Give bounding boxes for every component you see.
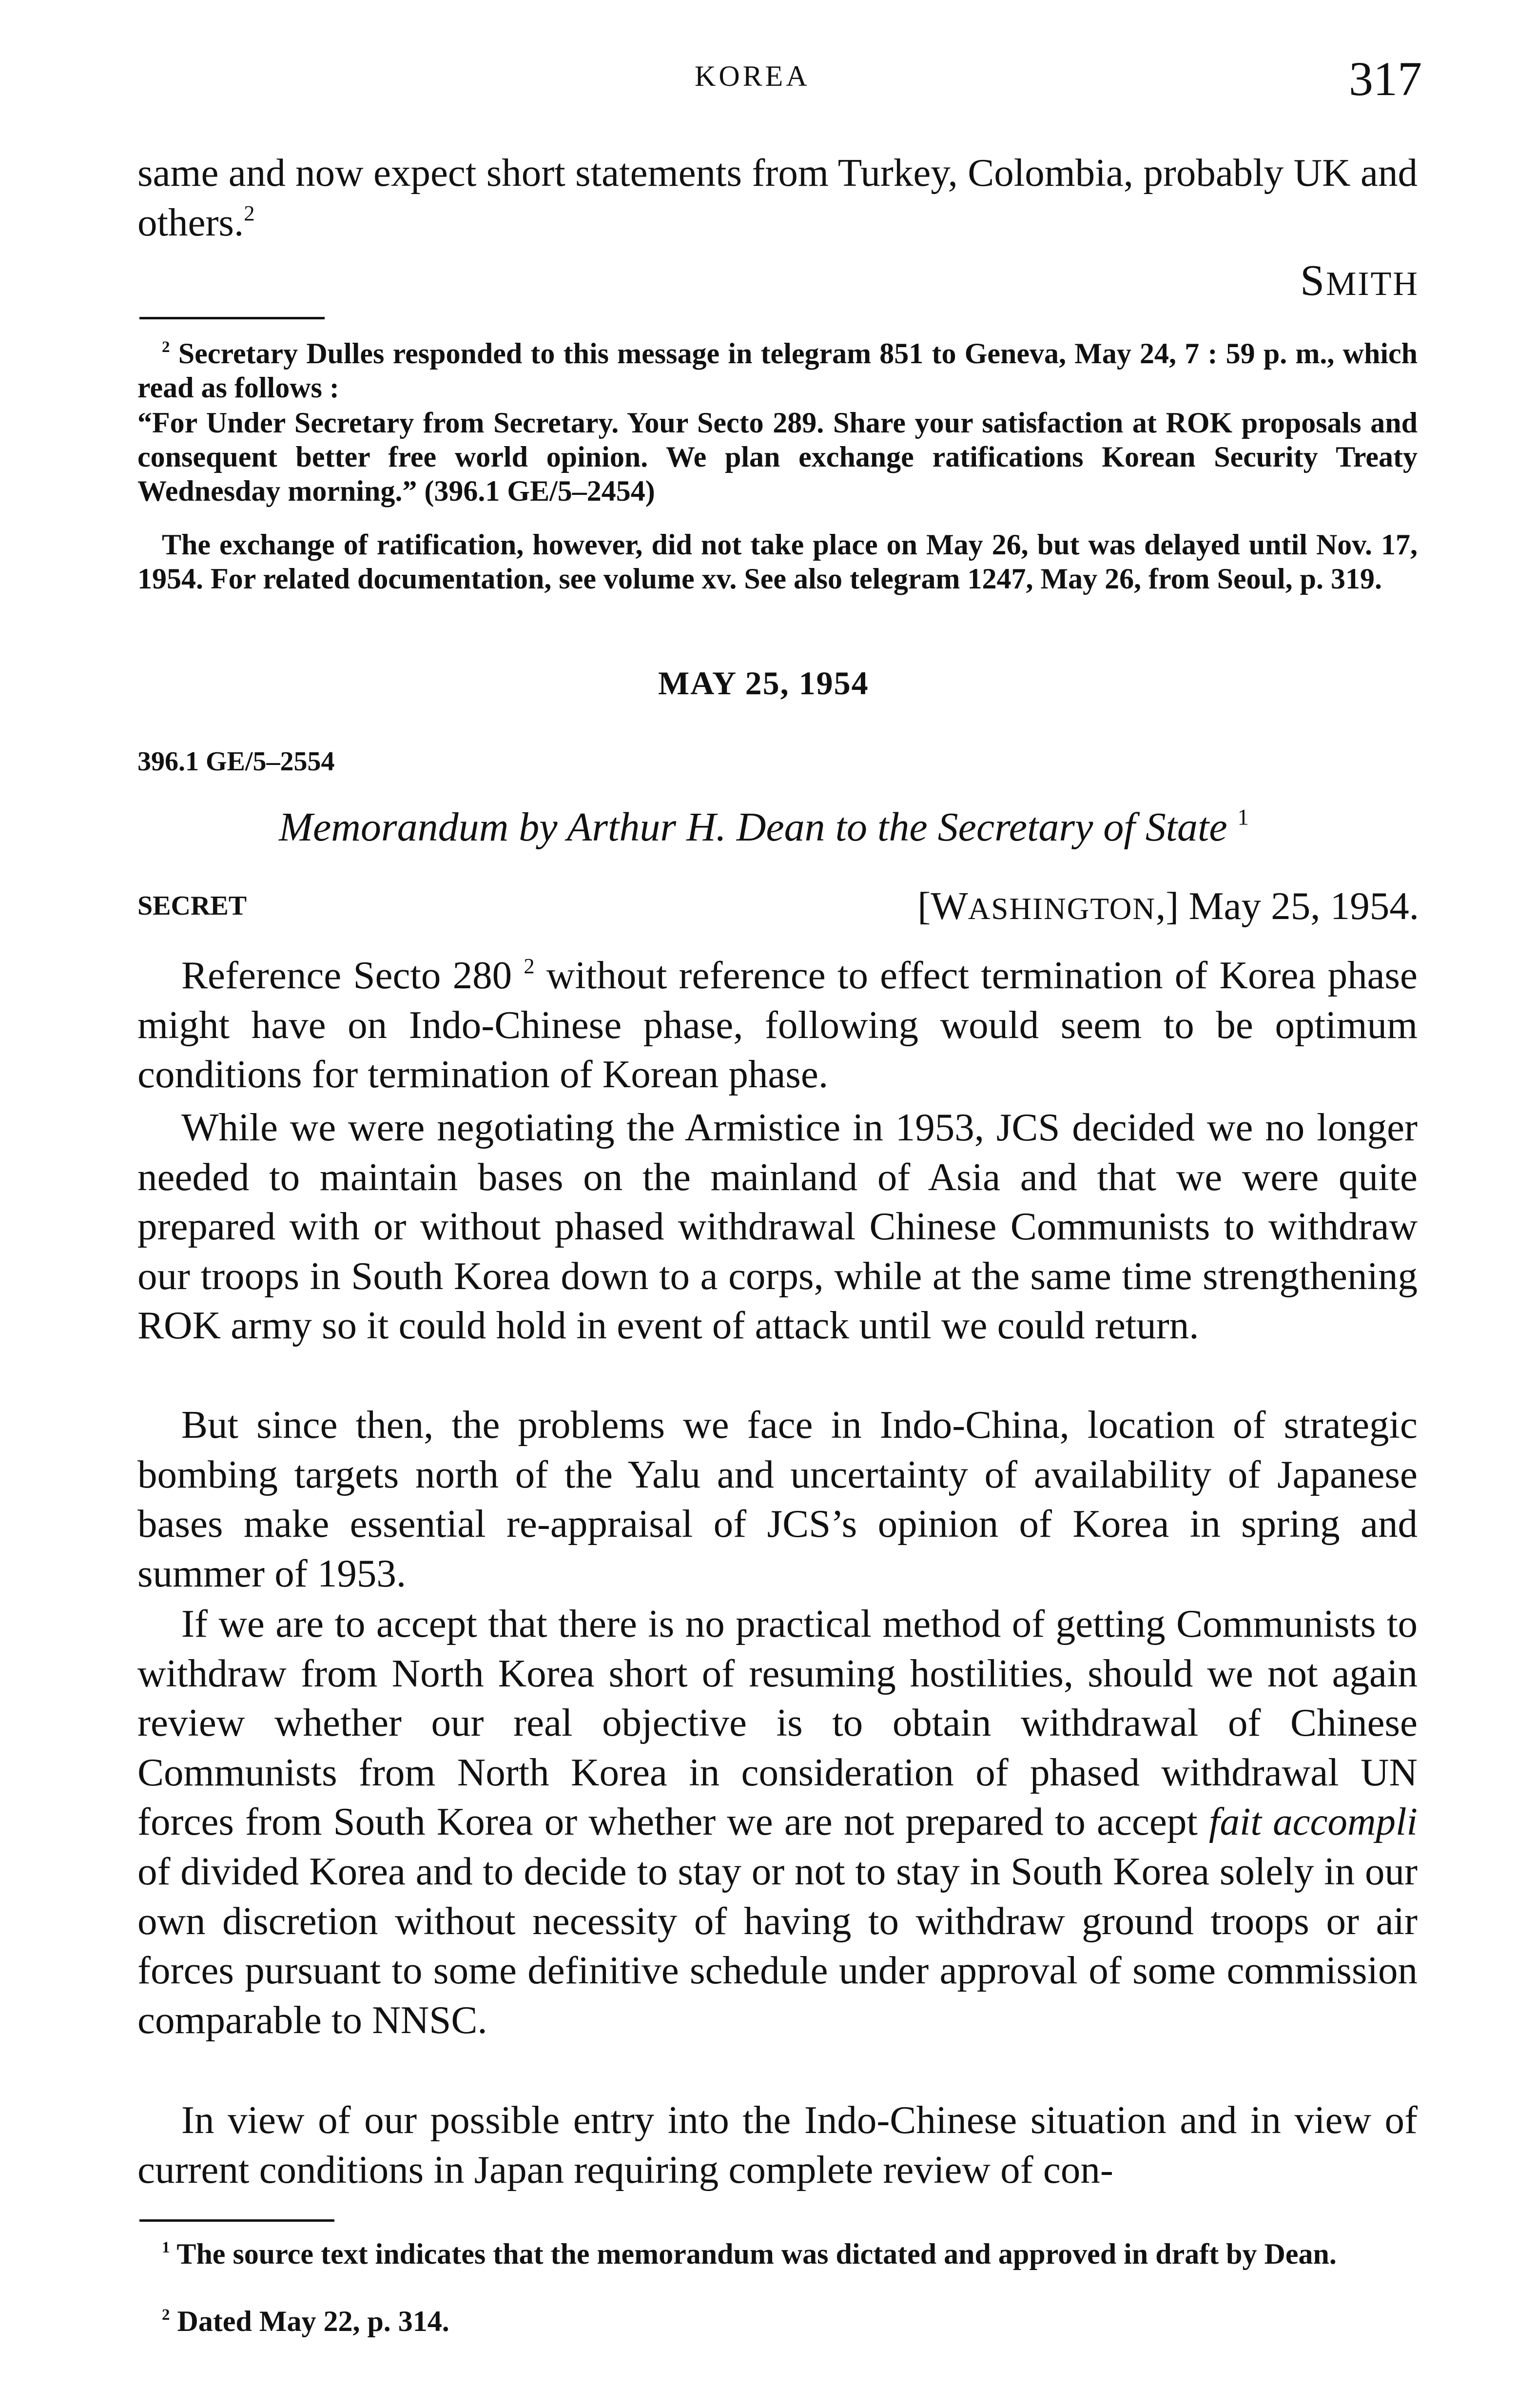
dateline-place-initial: W [931,884,968,928]
paragraph-1 [137,951,1418,1099]
paragraph-4-text-a: If we are to accept that there is no practical method of getting Communists to withdraw from North Korea short of resuming hostilities, should we not again review whether our real objective is to obtain withdrawal of Chinese Communists from North Korea in consideration of phased withdrawal UN forces from South Korea or whether we are not prepared to accept [137,1602,1418,1844]
paragraph-2-text: While we were negotiating the Armistice in 1953, JCS decided we no longer needed to maintain bases on the mainland of Asia and that we were quite prepared with or without phased withdrawal Chinese Communists to withdraw our troops in South Korea down to a corps, while at the same time strengthening ROK army so it could hold in event of attack until we could return. [137,1105,1418,1348]
top-footnote-para-2 [137,406,1418,508]
bottom-footnote-2-text: Dated May 22, p. 314. [177,2305,449,2337]
bottom-footnote-1 [137,2237,1418,2271]
paragraph-1-text-b: without reference to effect termination of Korea phase might have on Indo-Chinese phase, following would seem to be optimum conditions for termination of Korean phase. [137,953,1418,1096]
bottom-footnote-1-marker: 1 [162,2238,170,2256]
top-footnote-para-1 [137,336,1418,405]
bottom-footnote-1-text: The source text indicates that the memorandum was dictated and approved in draft by Dean. [176,2238,1337,2270]
page-number: 317 [1349,52,1422,106]
paragraph-2 [137,1103,1418,1351]
paragraph-5-text: In view of our possible entry into the Indo-Chinese situation and in view of current conditions in Japan requiring complete review of con- [137,2098,1418,2192]
paragraph-4 [137,1599,1418,2045]
running-head-title: KOREA [695,60,810,92]
dateline-bracket-open: [ [917,884,931,928]
signature-rest: MITH [1326,265,1419,303]
footnote-divider-bottom [139,2219,334,2222]
paragraph-4-italic-phrase: fait accompli [1208,1800,1418,1844]
file-number: 396.1 GE/5–2554 [137,746,335,777]
signature-initial: S [1300,256,1326,305]
continued-paragraph [137,148,1418,247]
top-footnote-para-3 [137,528,1418,596]
paragraph-1-footnote-ref: 2 [524,953,535,978]
bottom-footnote-2 [137,2304,1418,2338]
top-footnote-marker: 2 [162,338,170,356]
paragraph-4-text-b: of divided Korea and to decide to stay or not to stay in South Korea solely in our own discretion without necessity of having to withdraw ground troops or air forces pursuant to some definitive schedule under approval of some commission comparable to NNSC. [137,1849,1418,2042]
top-footnote-text-2: “For Under Secretary from Secretary. Your Secto 289. Share your satisfaction at ROK proposals and consequent better free world opinion. We plan exchange ratifications Korean Security Treaty Wednesday morning.” (396.1 GE/5–2454) [137,407,1418,507]
title-footnote-ref: 1 [1237,804,1249,830]
paragraph-3-text: But since then, the problems we face in Indo-China, location of strategic bombing targets north of the Yalu and uncertainty of availability of Japanese bases make essential re-appraisal of JCS’s opinion of Korea in spring and summer of 1953. [137,1403,1418,1595]
paragraph-1-text-a: Reference Secto 280 [181,953,512,997]
footnote-ref-2: 2 [244,200,255,225]
dateline-bracket-close: ,] [1156,884,1179,928]
document-title [279,803,1249,851]
paragraph-3 [137,1400,1418,1598]
document-title-text: Memorandum by Arthur H. Dean to the Secretary of State [279,804,1227,850]
dateline-date: May 25, 1954. [1188,884,1419,928]
bottom-footnote-2-marker: 2 [162,2306,170,2324]
classification-label: SECRET [137,891,247,921]
top-footnote-text-3: The exchange of ratification, however, did not take place on May 26, but was delayed until Nov. 17, 1954. For related documentation, see volume xv. See also telegram 1247, May 26, from Seoul, p. 319. [137,529,1418,595]
section-date-heading: MAY 25, 1954 [658,665,869,702]
continued-text: same and now expect short statements from Turkey, Colombia, probably UK and others. [137,151,1418,244]
dateline [917,883,1419,929]
dateline-place-rest: ASHINGTON [968,892,1156,926]
top-footnote-text-1: Secretary Dulles responded to this message in telegram 851 to Geneva, May 24, 7 : 59 p. m., which read as follows : [137,337,1418,404]
paragraph-5 [137,2095,1418,2194]
footnote-divider-top [139,317,325,319]
signature [1300,255,1419,306]
